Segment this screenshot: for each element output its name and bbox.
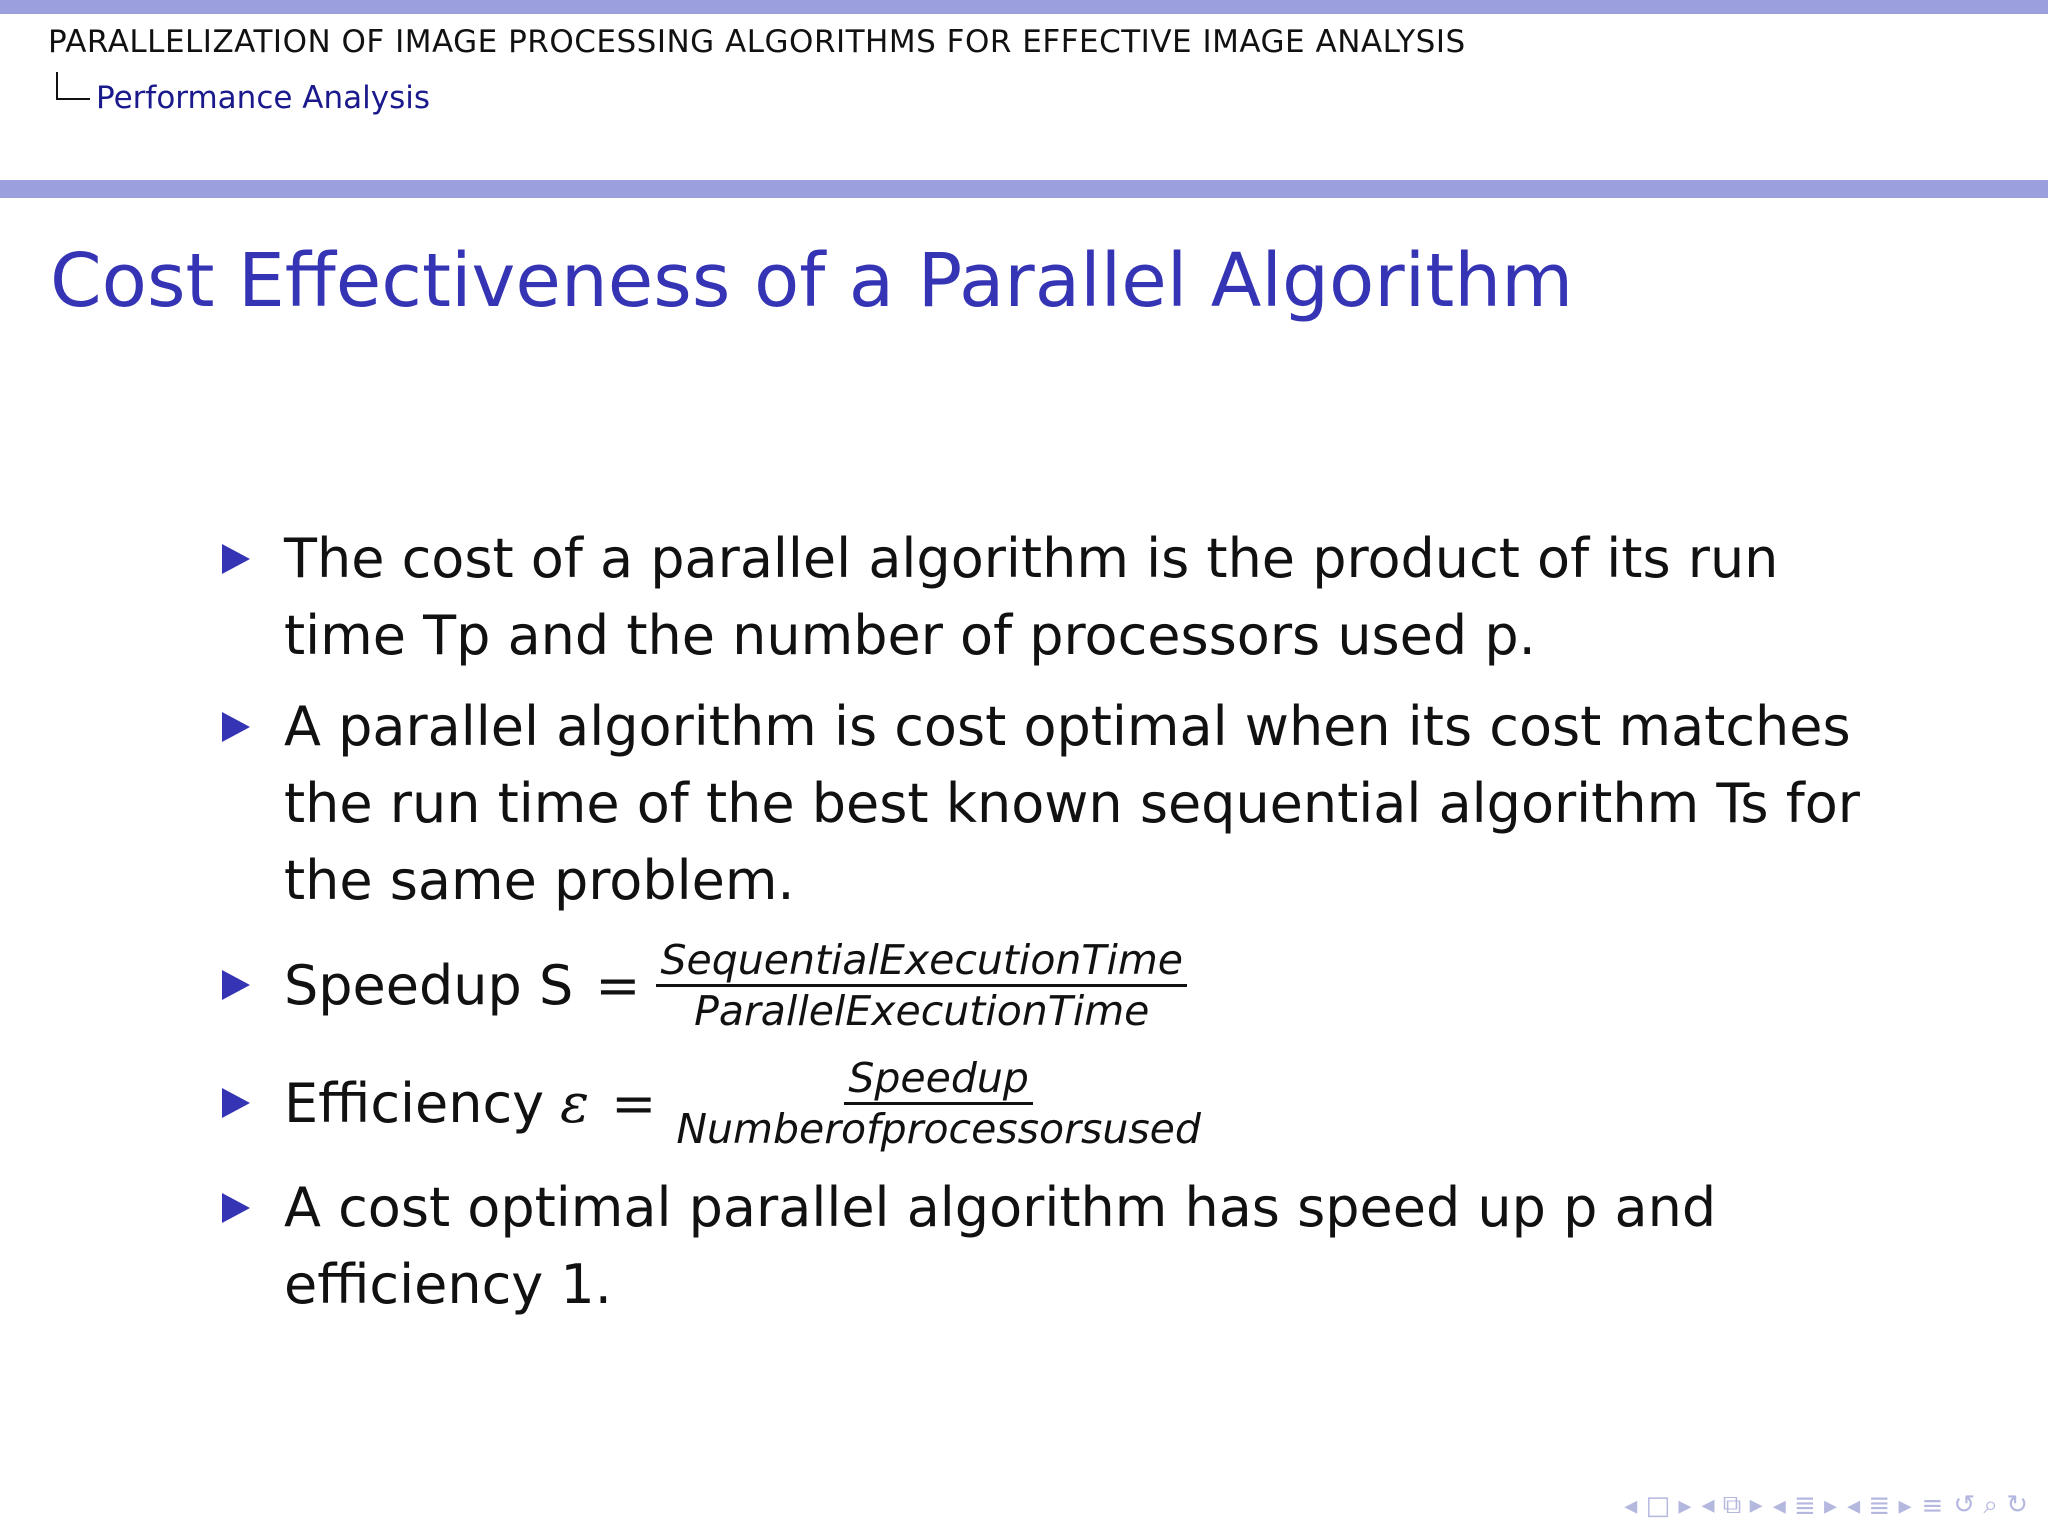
nav-doc-icon[interactable]: ◂ ≣ ▸	[1847, 1490, 1912, 1521]
nav-search-icon[interactable]: ↺ ⌕ ↻	[1953, 1490, 2028, 1520]
bullet-speedup	[218, 933, 1898, 1037]
efficiency-fraction	[672, 1054, 1205, 1153]
bullet-cost-optimal-speedup	[218, 1169, 1898, 1323]
tree-elbow-icon	[56, 72, 90, 100]
epsilon-symbol: ε	[560, 1071, 590, 1135]
speedup-denominator: ParallelExecutionTime	[694, 986, 1150, 1035]
efficiency-numerator: Speedup	[844, 1054, 1033, 1105]
speedup-numerator: SequentialExecutionTime	[656, 936, 1187, 987]
bullet-triangle-icon	[222, 1193, 250, 1223]
bullet-text: A cost optimal parallel algorithm has speed up p and efficiency 1.	[284, 1176, 1717, 1316]
slide-title: Cost Effectiveness of a Parallel Algorithm	[50, 238, 1574, 324]
top-bar	[0, 0, 2048, 14]
bullet-text: The cost of a parallel algorithm is the product of its run time Tp and the number of processors used p.	[284, 527, 1779, 667]
title-band	[0, 180, 2048, 198]
nav-frame-icon[interactable]: ◂ □ ▸	[1624, 1490, 1692, 1521]
bullet-cost-optimal	[218, 688, 1898, 919]
bullet-triangle-icon	[222, 1088, 250, 1118]
speedup-fraction	[656, 936, 1187, 1035]
efficiency-label: Efficiency	[284, 1071, 545, 1135]
bullet-cost	[218, 520, 1898, 674]
equals-sign: =	[611, 1071, 657, 1135]
presentation-title: PARALLELIZATION OF IMAGE PROCESSING ALGORITHMS FOR EFFECTIVE IMAGE ANALYSIS	[48, 24, 1466, 60]
nav-subsection-icon[interactable]: ◂ ⧉ ▸	[1701, 1490, 1763, 1520]
nav-align-icon[interactable]: ≡	[1921, 1490, 1944, 1521]
bullet-text: A parallel algorithm is cost optimal when its cost matches the run time of the best known sequential algorithm Ts for the same problem.	[284, 695, 1860, 912]
bullet-efficiency	[218, 1051, 1898, 1155]
section-label: Performance Analysis	[96, 80, 431, 116]
beamer-navigation	[1624, 1490, 2028, 1521]
speedup-label: Speedup S	[284, 953, 574, 1017]
bullet-triangle-icon	[222, 970, 250, 1000]
nav-section-icon[interactable]: ◂ ≣ ▸	[1772, 1490, 1838, 1521]
bullet-list	[218, 520, 1898, 1337]
bullet-triangle-icon	[222, 544, 250, 574]
section-breadcrumb	[56, 72, 430, 116]
efficiency-denominator: Numberofprocessorsused	[676, 1104, 1201, 1153]
equals-sign: =	[595, 953, 641, 1017]
bullet-triangle-icon	[222, 712, 250, 742]
